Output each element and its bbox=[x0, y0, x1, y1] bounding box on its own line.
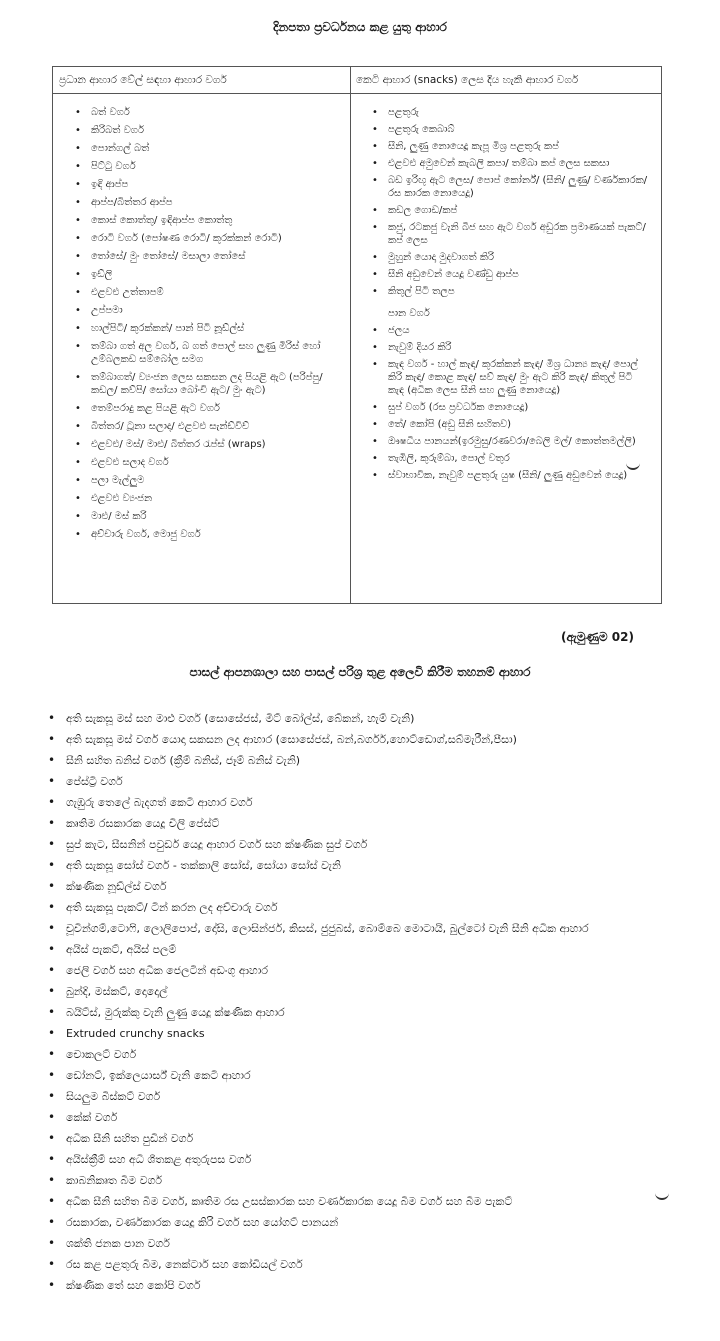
list-item: • තෙම්පරාදු කළ පියළි ඇට වර්ග bbox=[53, 402, 350, 415]
list-item: • රසකාරක, වර්ණකාරක යෙදූ කිරි වර්ග සහ යෝගට් පානයන් bbox=[44, 1214, 684, 1231]
list-item: • පේස්ට්‍රි වර්ග bbox=[44, 773, 684, 790]
snacks-column bbox=[350, 67, 661, 603]
list-item: • තම්බා ගත් අල වර්ග, බ ගත් පොල් සහ ලුණු මිරිස් හෝ උම්බලකඩ සම්බෝල සමග bbox=[53, 340, 350, 366]
list-item: • කඩල ගොඩ/කප් bbox=[350, 204, 661, 217]
list-item: • අධික සීනි සහිත බීම වර්ග, කෘතිම රස උසස්කාරක සහ වර්ණකාරක යෙදූ බීම වර්ග සහ බීම පැකට් bbox=[44, 1193, 684, 1210]
list-item: • ජලය bbox=[350, 324, 661, 337]
list-item: • තේ/ කෝපි (අඩු සීනි සහිතව) bbox=[350, 418, 661, 431]
list-item: • ගැඹුරු තෙලේ බැදගත් කෙටි ආහාර වර්ග bbox=[44, 794, 684, 811]
list-item: • සුප් වර්ග (රස ප්‍රවර්ධක නොයෙදූ) bbox=[350, 401, 661, 414]
list-item: • උප්පමා bbox=[53, 304, 350, 317]
list-item: • තෝසේ/ මුං තෝසේ/ මසාලා තෝසේ bbox=[53, 250, 350, 263]
list-item: • එළවළු/ මස්/ මාළු/ බිත්තර රැප්ස් (wraps) bbox=[53, 438, 350, 451]
list-item: • එළවළු ව්‍යංජන bbox=[53, 492, 350, 505]
list-item: • අයිස්ක්‍රීම් සහ අධි ශීතකළ අතුරුපස වර්ග bbox=[44, 1151, 684, 1168]
list-item: • ඉඩ්ලි bbox=[53, 268, 350, 281]
list-item: • සීනි, ලුණු නොයෙදූ කැපූ මිශ්‍ර පළතුරු කප් bbox=[350, 140, 661, 153]
annex-label: (ඇමුණුම 02) bbox=[561, 630, 634, 644]
main-meal-header: ප්‍රධාන ආහාර වේල් සඳහා ආහාර වර්ග bbox=[53, 67, 350, 94]
list-item: • බයිට්ස්, මුරුක්කු වැනි ලුණු යෙදූ ක්ෂණික ආහාර bbox=[44, 1004, 684, 1021]
list-item: • කිරිබත් වර්ග bbox=[53, 124, 350, 137]
list-item: • ආප්ප/බිත්තර ආප්ප bbox=[53, 196, 350, 209]
list-item: • පොන්ගල් බත් bbox=[53, 142, 350, 155]
prohibited-food-list bbox=[44, 710, 684, 1294]
list-item: • එළවළු අමුවෙන් කැබලි කපා/ තම්බා කප් ලෙස සකසා bbox=[350, 157, 661, 170]
snacks-header: කෙටි ආහාර (snacks) ලෙස දිය හැකි ආහාර වර්ග bbox=[350, 67, 661, 94]
drinks-header: පාන වර්ග bbox=[388, 308, 430, 319]
list-item: • ඉඳි ආප්ප bbox=[53, 178, 350, 191]
food-table bbox=[52, 66, 662, 604]
list-item: • ඩෝනට්, ඉක්ලෙයාර්ස් වැනි කෙටි ආහාර bbox=[44, 1067, 684, 1084]
list-item: • නැවුම් දියර කිරි bbox=[350, 341, 661, 354]
list-item: • කෘතිම රසකාරක යෙදූ චිලි පේස්ට් bbox=[44, 815, 684, 832]
list-item: • සීනි අඩුවෙන් යෙදූ වණ්ඩු ආප්ප bbox=[350, 268, 661, 281]
list-item: • පලා මැල්ලුම bbox=[53, 474, 350, 487]
list-item: • රොටි වර්ග (පෝෂණ රොටි/ කුරක්කන් රොටි) bbox=[53, 232, 350, 245]
page-title: දිනපතා ප්‍රවර්ධනය කළ යුතු ආහාර bbox=[273, 20, 447, 34]
list-item: • කොස් කොත්තු/ ඉඳිආප්ප කොත්තු bbox=[53, 214, 350, 227]
list-item: • Extruded crunchy snacks bbox=[44, 1025, 684, 1042]
list-item: • ජෙලි වර්ග සහ අධික ජෙලටින් අඩංගු ආහාර bbox=[44, 962, 684, 979]
list-item: • සියලුම බිස්කට් වර්ග bbox=[44, 1088, 684, 1105]
list-item: • තැඹිලි, කුරුම්බා, පොල් වතුර bbox=[350, 452, 661, 465]
list-item: • ක්ෂණික නූඩ්ල්ස් වර්ග bbox=[44, 878, 684, 895]
list-item: • අධික සීනි සහිත පුඩින් වර්ග bbox=[44, 1130, 684, 1147]
list-item: • බඩ ඉරිඟු ඇට ලෙස/ පොප් කෝර්න්/ (සීනි/ ලුණු/ වර්ණකාරක/ රස කාරක නොයෙදූ) bbox=[350, 174, 661, 200]
list-item: • සීනි සහිත බනිස් වර්ග (ක්‍රීම් බනිස්, ජෑම් බනිස් වැනි) bbox=[44, 752, 684, 769]
snacks-list bbox=[350, 94, 661, 298]
list-item: • පළතුරු කෙබාබ් bbox=[350, 123, 661, 136]
list-item: • තම්බාගත්/ ව්‍යංජන ලෙස සකසන ලද පියළි ඇට (පරිප්පු/ කඩල/ කව්පි/ සෝයා බෝංචි ඇට/ මුං ඇට) bbox=[53, 371, 350, 397]
list-item: • හාල්පිටි/ කුරක්කන්/ පාන් පිටි නූඩ්ල්ස් bbox=[53, 322, 350, 335]
list-item: • බිත්තර/ ටූනා සලාද/ එළවළු සැන්ඩ්විච් bbox=[53, 420, 350, 433]
list-item: • පළතුරු bbox=[350, 106, 661, 119]
list-item: • බත් වර්ග bbox=[53, 106, 350, 119]
list-item: • බුන්දි, මස්කට්, දොදොල් bbox=[44, 983, 684, 1000]
list-item: • ස්වාභාවික, නැවුම් පළතුරු යුෂ (සීනි/ ලුණු අඩුවෙන් යෙදූ) bbox=[350, 469, 661, 482]
list-item: • අති සැකසූ පැකට්/ ටින් කරන ලද අච්චාරු වර්ග bbox=[44, 899, 684, 916]
list-item: • කාබනිකෘත බීම වර්ග bbox=[44, 1172, 684, 1189]
list-item: • චොකලට් වර්ග bbox=[44, 1046, 684, 1063]
list-item: • ශක්ති ජනක පාන වර්ග bbox=[44, 1235, 684, 1252]
list-item: • චූවින්ගම්,ටොෆි, ලොලිපොප්, දෝසි, ලොසින්ජර්, කිසස්, ජුජුබස්, බොම්බෙ මොටායි, බුල්ටෝ වැනි සීනි අධික ආහාර bbox=[44, 920, 684, 937]
list-item: • අච්චාරු වර්ග, මොජු වර්ග bbox=[53, 528, 350, 541]
list-item: • සුප් කැට, සීසනින් පවුඩර් යෙදූ ආහාර වර්ග සහ ක්ෂණික සුප් වර්ග bbox=[44, 836, 684, 853]
list-item: • අයිස් පැකට්, අයිස් පලම් bbox=[44, 941, 684, 958]
list-item: • කැඳ වර්ග - හාල් කැඳ/ කුරක්කන් කැඳ/ මිශ්‍ර ධාන්‍ය කැඳ/ පොල් කිරි කැඳ/ කොළ කැඳ/ සව් කැඳ/ මුං ඇට කිරි කැඳ/ කිතුල් පිටි කැඳ (අධික ලෙස සීනි සහ ලුණු නොයෙදූ) bbox=[350, 358, 661, 397]
list-item: • ඖෂධීය පානයන්(ඉරමුසු/රණවරා/බෙලි මල්/ කොත්තමල්ලි) bbox=[350, 435, 661, 448]
main-meal-list bbox=[53, 94, 350, 541]
section-title: පාසල් ආපනශාලා සහ පාසල් පරිශ්‍ර තුළ අලෙවි කිරීම තහනම් ආහාර bbox=[189, 665, 531, 679]
list-item: • මාළු/ මස් කරි bbox=[53, 510, 350, 523]
prohibited-food-section bbox=[44, 710, 684, 1298]
main-meal-column bbox=[53, 67, 351, 603]
list-item: • අති සැකසූ සෝස් වර්ග - තක්කාලි සෝස්, සෝයා සෝස් වැනි bbox=[44, 857, 684, 874]
list-item: • පිට්ටු වර්ග bbox=[53, 160, 350, 173]
list-item: • මුහුන් යොදා මුදවාගත් කිරි bbox=[350, 251, 661, 264]
list-item: • කිතුල් පිටි තලප bbox=[350, 285, 661, 298]
list-item: • අති සැකසූ මස් සහ මාළු වර්ග (සොසේජස්, මීට් බෝල්ස්, බේකන්, හැම් වැනි) bbox=[44, 710, 684, 727]
list-item: • රස කළ පළතුරු බීම, නෙක්ටාර් සහ කෝඩියල් වර්ග bbox=[44, 1256, 684, 1273]
drinks-list bbox=[350, 324, 661, 482]
list-item: • ක්ෂණික තේ සහ කෝපි වර්ග bbox=[44, 1277, 684, 1294]
list-item: • එළවළු උත්තාපම් bbox=[53, 286, 350, 299]
list-item: • කජු, රටකජු වැනි බීජ සහ ඇට වර්ග අඩුරක ප්‍රමාණයක් පැකට්/ කප් ලෙස bbox=[350, 221, 661, 247]
list-item: • කේක් වර්ග bbox=[44, 1109, 684, 1126]
list-item: • අති සැකසූ මස් වර්ග යොදා සකසන ලද ආහාර (සොසේජස්, බන්,බර්ගර්,හොට්ඩොග්,සබ්මැරීන්,පීසා) bbox=[44, 731, 684, 748]
list-item: • එළවළු සලාද වර්ග bbox=[53, 456, 350, 469]
